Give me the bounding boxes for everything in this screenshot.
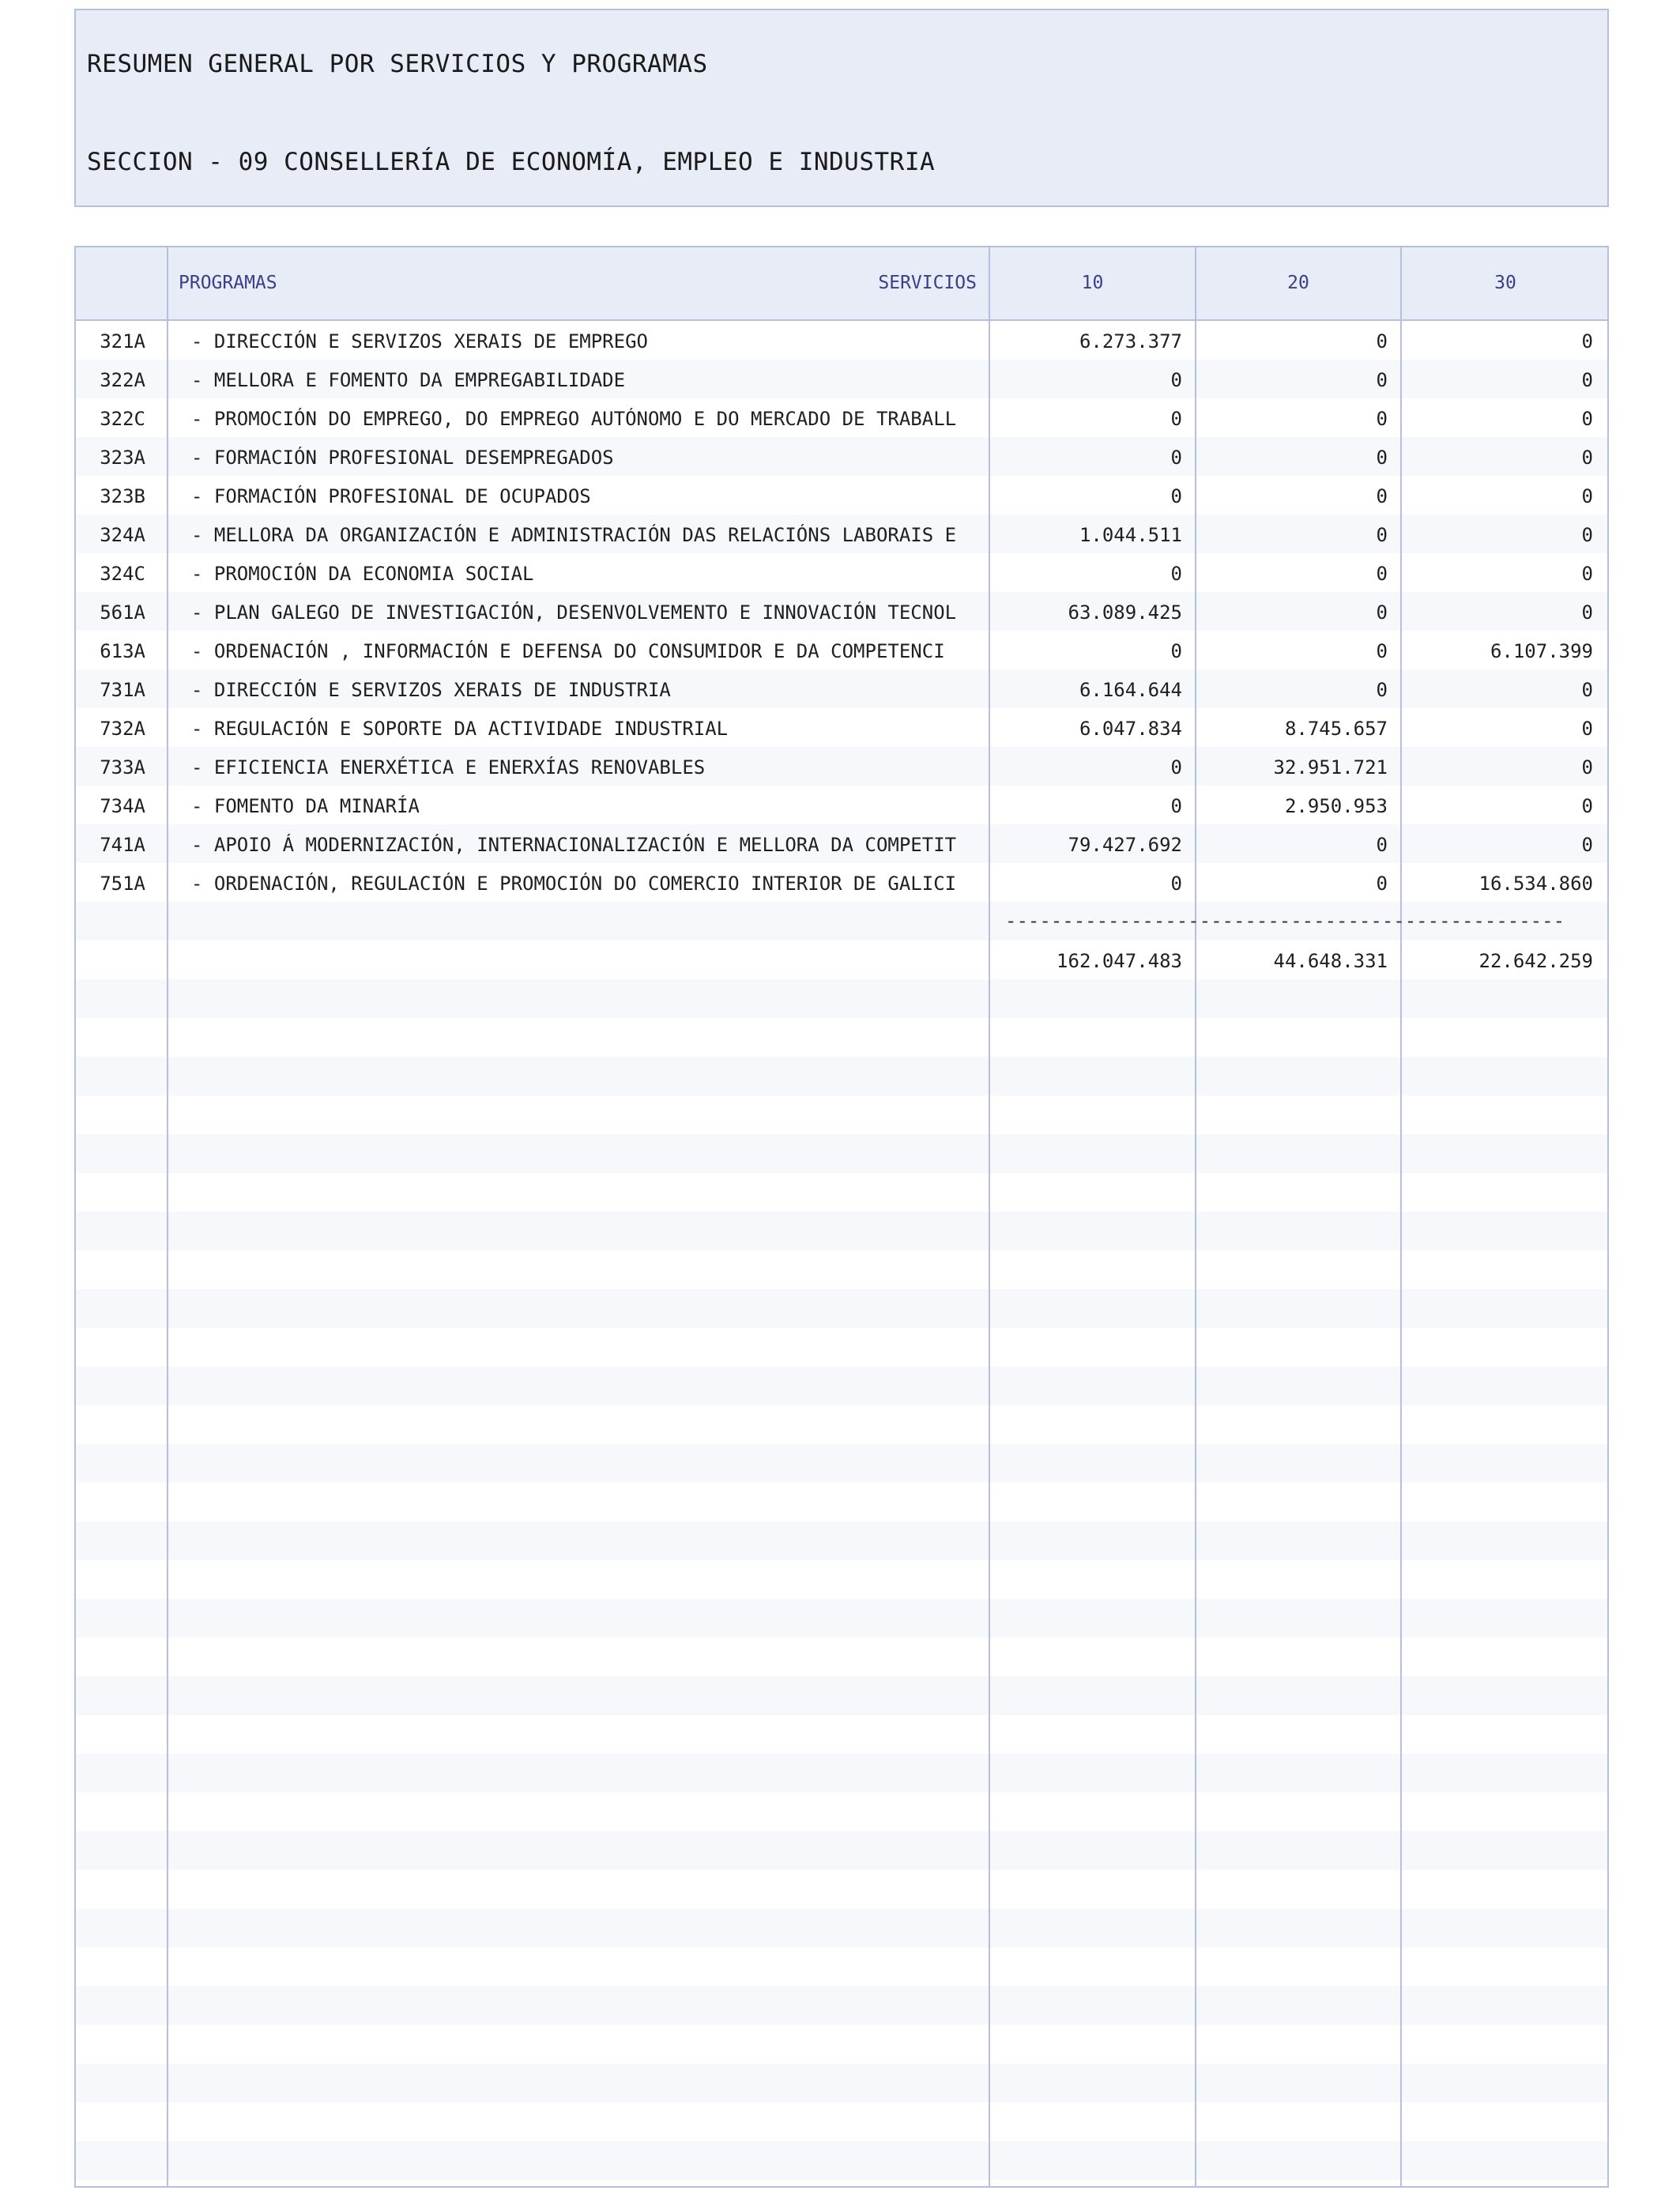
table-row — [76, 631, 1607, 669]
table-row — [76, 669, 1607, 708]
value-servicio-20: 0 — [1376, 369, 1388, 391]
program-name: - DIRECCIÓN E SERVIZOS XERAIS DE INDUSTRIA — [191, 679, 671, 701]
summary-table — [74, 246, 1609, 2188]
value-servicio-20: 8.745.657 — [1284, 718, 1388, 740]
value-servicio-30: 0 — [1581, 718, 1593, 740]
program-name: - MELLORA E FOMENTO DA EMPREGABILIDADE — [191, 369, 626, 391]
value-servicio-10: 6.047.834 — [1079, 718, 1182, 740]
program-name: - EFICIENCIA ENERXÉTICA E ENERXÍAS RENOVABLES — [191, 756, 706, 778]
value-servicio-10: 63.089.425 — [1068, 601, 1182, 624]
value-servicio-30: 0 — [1581, 330, 1593, 352]
value-servicio-30: 0 — [1581, 795, 1593, 817]
header-col-10: 10 — [1081, 273, 1104, 293]
value-servicio-20: 0 — [1376, 640, 1388, 662]
value-servicio-10: 0 — [1170, 873, 1182, 895]
value-servicio-30: 0 — [1581, 563, 1593, 585]
program-code: 323A — [100, 447, 145, 469]
program-name: - FORMACIÓN PROFESIONAL DESEMPREGADOS — [191, 447, 614, 469]
value-servicio-30: 0 — [1581, 485, 1593, 507]
program-name: - PROMOCIÓN DO EMPREGO, DO EMPREGO AUTÓNOMO E DO MERCADO DE TRABALL — [191, 408, 957, 430]
header-programas: PROGRAMAS — [179, 273, 277, 293]
table-row — [76, 398, 1607, 437]
program-code: 322C — [100, 408, 145, 430]
program-code: 734A — [100, 795, 145, 817]
program-code: 561A — [100, 601, 145, 624]
table-row — [76, 437, 1607, 476]
program-code: 732A — [100, 718, 145, 740]
table-row — [76, 747, 1607, 786]
value-servicio-10: 0 — [1170, 408, 1182, 430]
table-row — [76, 321, 1607, 360]
value-servicio-30: 0 — [1581, 834, 1593, 856]
value-servicio-20: 0 — [1376, 447, 1388, 469]
program-name: - DIRECCIÓN E SERVIZOS XERAIS DE EMPREGO — [191, 330, 648, 352]
table-row — [76, 515, 1607, 553]
value-servicio-10: 1.044.511 — [1079, 524, 1182, 546]
table-row — [76, 360, 1607, 398]
table-row — [76, 708, 1607, 747]
program-name: - ORDENACIÓN , INFORMACIÓN E DEFENSA DO CONSUMIDOR E DA COMPETENCI — [191, 640, 945, 662]
program-code: 323B — [100, 485, 145, 507]
value-servicio-30: 0 — [1581, 408, 1593, 430]
program-name: - MELLORA DA ORGANIZACIÓN E ADMINISTRACIÓN DAS RELACIÓNS LABORAIS E — [191, 524, 957, 546]
program-name: - APOIO Á MODERNIZACIÓN, INTERNACIONALIZACIÓN E MELLORA DA COMPETIT — [191, 834, 957, 856]
report-title: RESUMEN GENERAL POR SERVICIOS Y PROGRAMAS — [87, 50, 708, 78]
header-servicios: SERVICIOS — [878, 273, 977, 293]
program-code: 324A — [100, 524, 145, 546]
program-name: - FORMACIÓN PROFESIONAL DE OCUPADOS — [191, 485, 591, 507]
value-servicio-10: 0 — [1170, 640, 1182, 662]
totals-separator-row — [76, 902, 1607, 941]
value-servicio-30: 6.107.399 — [1490, 640, 1593, 662]
totals-separator: ------------------------------------------------- — [1005, 910, 1565, 932]
program-name: - FOMENTO DA MINARÍA — [191, 795, 420, 817]
value-servicio-30: 0 — [1581, 524, 1593, 546]
value-servicio-10: 0 — [1170, 795, 1182, 817]
section-title: SECCION - 09 CONSELLERÍA DE ECONOMÍA, EMPLEO E INDUSTRIA — [87, 148, 936, 176]
report-header — [74, 9, 1609, 207]
program-name: - REGULACIÓN E SOPORTE DA ACTIVIDADE INDUSTRIAL — [191, 718, 729, 740]
table-row — [76, 786, 1607, 824]
value-servicio-10: 0 — [1170, 756, 1182, 778]
value-servicio-30: 0 — [1581, 369, 1593, 391]
program-code: 321A — [100, 330, 145, 352]
table-row — [76, 592, 1607, 631]
value-servicio-10: 79.427.692 — [1068, 834, 1182, 856]
program-name: - PROMOCIÓN DA ECONOMIA SOCIAL — [191, 563, 534, 585]
header-col-20: 20 — [1287, 273, 1309, 293]
value-servicio-30: 0 — [1581, 679, 1593, 701]
value-servicio-30: 16.534.860 — [1478, 873, 1593, 895]
value-servicio-10: 0 — [1170, 563, 1182, 585]
value-servicio-10: 0 — [1170, 485, 1182, 507]
value-servicio-30: 0 — [1581, 601, 1593, 624]
total-servicio-30: 22.642.259 — [1478, 950, 1593, 972]
value-servicio-20: 0 — [1376, 485, 1388, 507]
value-servicio-20: 32.951.721 — [1273, 756, 1388, 778]
program-name: - ORDENACIÓN, REGULACIÓN E PROMOCIÓN DO COMERCIO INTERIOR DE GALICI — [191, 873, 957, 895]
total-servicio-10: 162.047.483 — [1057, 950, 1182, 972]
totals-row — [76, 941, 1607, 979]
value-servicio-20: 0 — [1376, 834, 1388, 856]
total-servicio-20: 44.648.331 — [1273, 950, 1388, 972]
program-code: 613A — [100, 640, 145, 662]
value-servicio-20: 0 — [1376, 873, 1388, 895]
value-servicio-10: 6.273.377 — [1079, 330, 1182, 352]
value-servicio-30: 0 — [1581, 447, 1593, 469]
value-servicio-10: 6.164.644 — [1079, 679, 1182, 701]
header-col-30: 30 — [1494, 273, 1516, 293]
program-code: 324C — [100, 563, 145, 585]
value-servicio-20: 0 — [1376, 601, 1388, 624]
value-servicio-10: 0 — [1170, 447, 1182, 469]
value-servicio-20: 0 — [1376, 679, 1388, 701]
value-servicio-20: 0 — [1376, 524, 1388, 546]
program-code: 751A — [100, 873, 145, 895]
table-row — [76, 476, 1607, 515]
table-row — [76, 863, 1607, 902]
program-name: - PLAN GALEGO DE INVESTIGACIÓN, DESENVOLVEMENTO E INNOVACIÓN TECNOL — [191, 601, 957, 624]
value-servicio-20: 0 — [1376, 408, 1388, 430]
table-row — [76, 553, 1607, 592]
value-servicio-30: 0 — [1581, 756, 1593, 778]
value-servicio-20: 2.950.953 — [1284, 795, 1388, 817]
program-code: 322A — [100, 369, 145, 391]
program-code: 731A — [100, 679, 145, 701]
program-code: 741A — [100, 834, 145, 856]
value-servicio-10: 0 — [1170, 369, 1182, 391]
table-row — [76, 824, 1607, 863]
value-servicio-20: 0 — [1376, 330, 1388, 352]
value-servicio-20: 0 — [1376, 563, 1388, 585]
program-code: 733A — [100, 756, 145, 778]
